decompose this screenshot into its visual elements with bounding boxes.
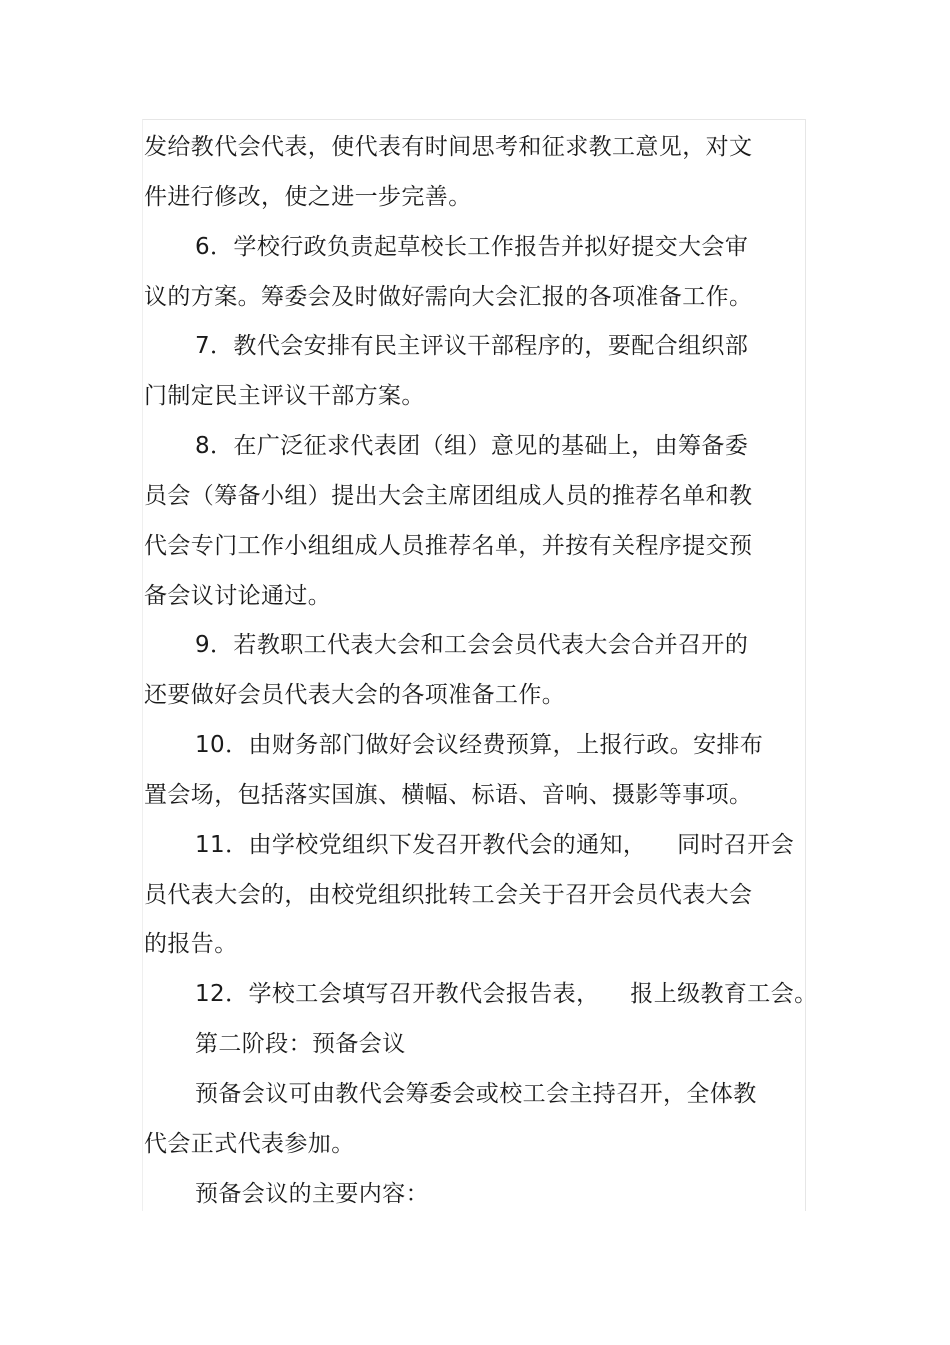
section-heading: 第二阶段：预备会议: [195, 1031, 406, 1057]
text-line: 预备会议可由教代会筹委会或校工会主持召开，全体教: [195, 1081, 757, 1107]
text-line: 门制定民主评议干部方案。: [144, 383, 425, 409]
text-line: 8．在广泛征求代表团（组）意见的基础上，由筹备委: [195, 433, 749, 459]
text-line: 9．若教职工代表大会和工会会员代表大会合并召开的: [195, 632, 749, 658]
text-line: 员代表大会的，由校党组织批转工会关于召开会员代表大会: [144, 882, 753, 908]
text-line: 备会议讨论通过。: [144, 583, 332, 609]
text-line: 预备会议的主要内容：: [195, 1181, 429, 1207]
text-line: 7．教代会安排有民主评议干部程序的，要配合组织部: [195, 333, 749, 359]
text-line: 12．学校工会填写召开教代会报告表， 报上级教育工会。: [195, 981, 818, 1007]
text-line: 代会专门工作小组组成人员推荐名单，并按有关程序提交预: [144, 533, 753, 559]
text-line: 发给教代会代表，使代表有时间思考和征求教工意见，对文: [144, 134, 753, 160]
text-line: 的报告。: [144, 931, 238, 957]
text-line: 还要做好会员代表大会的各项准备工作。: [144, 682, 566, 708]
text-line: 10．由财务部门做好会议经费预算，上报行政。安排布: [195, 732, 764, 758]
text-line: 员会（筹备小组）提出大会主席团组成人员的推荐名单和教: [144, 483, 753, 509]
text-line: 件进行修改，使之进一步完善。: [144, 184, 472, 210]
text-line: 代会正式代表参加。: [144, 1131, 355, 1157]
text-line: 置会场，包括落实国旗、横幅、标语、音响、摄影等事项。: [144, 782, 753, 808]
text-line: 6．学校行政负责起草校长工作报告并拟好提交大会审: [195, 234, 749, 260]
text-line: 议的方案。筹委会及时做好需向大会汇报的各项准备工作。: [144, 284, 753, 310]
text-line: 11．由学校党组织下发召开教代会的通知， 同时召开会: [195, 832, 795, 858]
